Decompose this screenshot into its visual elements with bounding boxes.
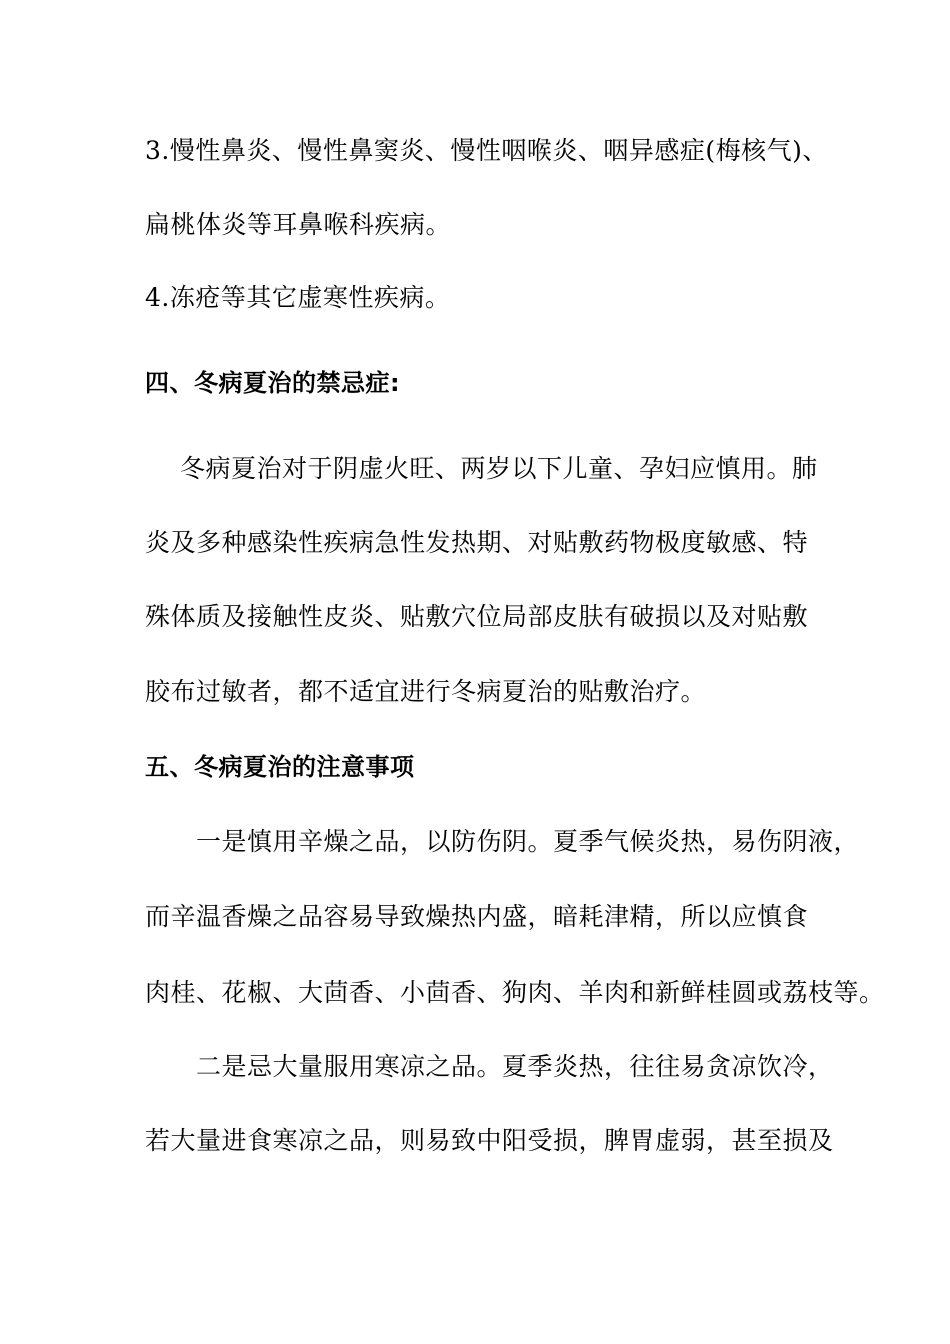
list-item-3-line-2: 扁桃体炎等耳鼻喉科疾病。 [145,210,452,239]
section-5-para-2-line-1: 二是忌大量服用寒凉之品。夏季炎热，往往易贪凉饮冷， [196,1052,834,1081]
section-4-line-4: 胶布过敏者，都不适宜进行冬病夏治的贴敷治疗。 [145,677,707,706]
section-4-heading: 四、冬病夏治的禁忌症: [145,369,401,397]
list-item-3-line-1: 3.慢性鼻炎、慢性鼻窦炎、慢性咽喉炎、咽异感症(梅核气)、 [145,136,828,165]
list-item-4: 4.冻疮等其它虚寒性疾病。 [145,283,451,312]
section-4-line-2: 炎及多种感染性疾病急性发热期、对贴敷药物极度敏感、特 [145,528,809,557]
section-5-para-1-line-3: 肉桂、花椒、大茴香、小茴香、狗肉、羊肉和新鲜桂圆或荔枝等。 [145,978,885,1007]
section-4-line-3: 殊体质及接触性皮炎、贴敷穴位局部皮肤有破损以及对贴敷 [145,602,809,631]
section-5-heading: 五、冬病夏治的注意事项 [145,753,415,781]
section-5-para-1-line-1: 一是慎用辛燥之品，以防伤阴。夏季气候炎热，易伤阴液， [196,827,860,856]
section-5-para-1-line-2: 而辛温香燥之品容易导致燥热内盛，暗耗津精，所以应慎食 [145,902,809,931]
section-4-line-1: 冬病夏治对于阴虚火旺、两岁以下儿童、孕妇应慎用。肺 [180,454,818,483]
section-5-para-2-line-2: 若大量进食寒凉之品，则易致中阳受损，脾胃虚弱，甚至损及 [145,1126,834,1155]
